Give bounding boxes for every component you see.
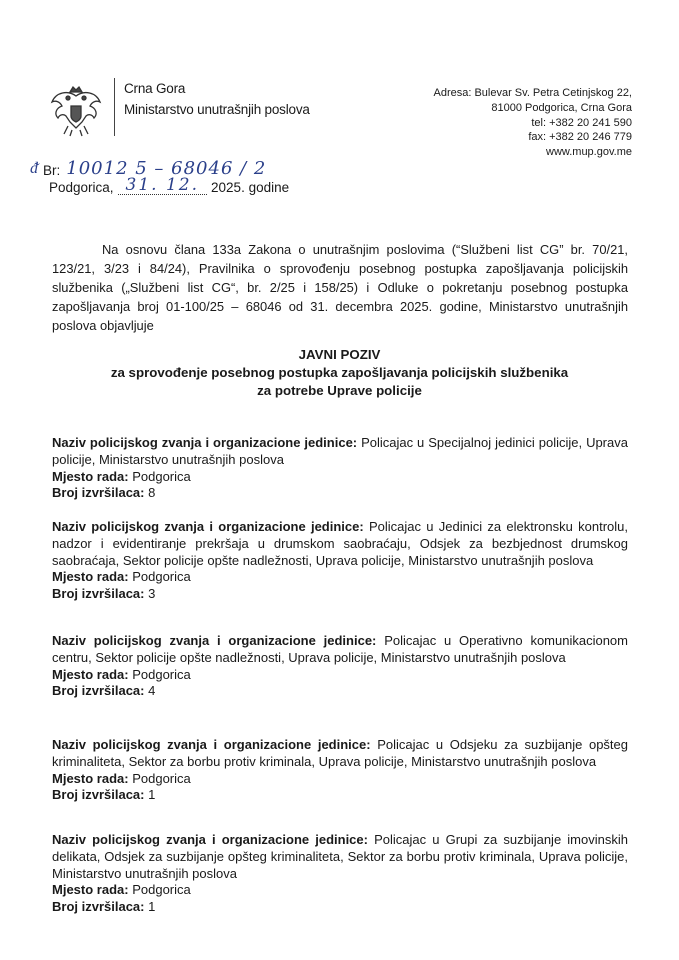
location-label: Mjesto rada: [52, 882, 129, 898]
country-name: Crna Gora [124, 81, 186, 96]
title-label: Naziv policijskog zvanja i organizacione jedinice: [52, 832, 368, 847]
location-label: Mjesto rada: [52, 666, 129, 682]
fax-line: fax: +382 20 246 779 [528, 131, 632, 144]
position-title [52, 519, 628, 569]
ministry-name: Ministarstvo unutrašnjih poslova [124, 102, 310, 117]
location-row [52, 771, 628, 788]
heading-subtitle: za sprovođenje posebnog postupka zapošljavanja policijskih službenika [110, 365, 569, 380]
count-row [52, 683, 628, 700]
position-entry [52, 519, 628, 603]
document-heading [0, 346, 679, 400]
count-row [52, 787, 628, 804]
position-entry [52, 737, 628, 804]
count-value: 3 [148, 586, 156, 602]
position-title [52, 737, 628, 771]
website-link[interactable]: www.mup.gov.me [546, 146, 632, 159]
coat-of-arms-icon [46, 82, 106, 140]
count-label: Broj izvršilaca: [52, 787, 145, 803]
position-entry [52, 633, 628, 700]
location-value: Podgorica [132, 770, 191, 786]
count-row [52, 485, 628, 502]
position-title-text: Policajac u Grupi za suzbijanje imovinskih delikata, Odsjek za suzbijanje opšteg kriminaliteta, Sektor za borbu protiv kriminala, Uprava policije, Ministarstvo unutrašnjih poslova [52, 832, 628, 881]
location-value: Podgorica [132, 882, 191, 898]
location-row [52, 469, 628, 486]
date-line [49, 177, 289, 195]
count-label: Broj izvršilaca: [52, 899, 145, 915]
location-value: Podgorica [132, 666, 191, 682]
count-row [52, 586, 628, 603]
location-row [52, 882, 628, 899]
count-label: Broj izvršilaca: [52, 586, 145, 602]
count-label: Broj izvršilaca: [52, 485, 145, 501]
position-title-text: Policajac u Jedinici za elektronsku kontrolu, nadzor i evidentiranje prekršaja u drumskom saobraćaju, Odsjek za bezbjednost drumskog saobraćaja, Sektor policije opšte nadležnosti, Uprava policije, Ministarstvo unutrašnjih poslova [52, 519, 628, 568]
position-entry [52, 435, 628, 502]
count-value: 1 [148, 899, 156, 915]
contact-block [433, 86, 632, 160]
title-label: Naziv policijskog zvanja i organizacione jedinice: [52, 737, 371, 752]
position-title-text: Policajac u Specijalnoj jedinici policije, Uprava policije, Ministarstvo unutrašnjih poslova [52, 435, 628, 467]
br-label: Br: [43, 163, 61, 178]
position-title-text: Policajac u Operativno komunikacionom centru, Sektor policije opšte nadležnosti, Uprava policije, Ministarstvo unutrašnjih poslova [52, 633, 628, 665]
position-title [52, 633, 628, 667]
position-title [52, 832, 628, 882]
location-value: Podgorica [132, 468, 191, 484]
heading-subtitle-2: za potrebe Uprave policije [257, 383, 422, 398]
location-label: Mjesto rada: [52, 468, 129, 484]
header-divider [114, 78, 115, 136]
location-row [52, 667, 628, 684]
address-line: Adresa: Bulevar Sv. Petra Cetinjskog 22, [433, 87, 632, 99]
count-value: 1 [148, 787, 156, 803]
location-row [52, 569, 628, 586]
count-value: 4 [148, 683, 156, 699]
position-title-text: Policajac u Odsjeku za suzbijanje opšteg kriminaliteta, Sektor za borbu protiv kriminala, Uprava policije, Ministarstvo unutrašnjih poslova [52, 737, 628, 769]
location-label: Mjesto rada: [52, 569, 129, 585]
title-label: Naziv policijskog zvanja i organizacione jedinice: [52, 633, 377, 648]
handwritten-date: 31. 12. [118, 177, 207, 195]
year-suffix: 2025. godine [211, 180, 290, 195]
position-entry [52, 832, 628, 916]
title-label: Naziv policijskog zvanja i organizacione jedinice: [52, 435, 358, 450]
phone-line: tel: +382 20 241 590 [531, 116, 632, 129]
handwritten-mark: ᵭ [30, 158, 38, 177]
handwritten-number: 10012 5 – 68046 / 2 [66, 158, 267, 179]
position-title [52, 435, 628, 469]
count-value: 8 [148, 485, 156, 501]
location-label: Mjesto rada: [52, 770, 129, 786]
city-label: Podgorica, [49, 180, 114, 195]
count-label: Broj izvršilaca: [52, 683, 145, 699]
heading-title: JAVNI POZIV [298, 347, 381, 362]
title-label: Naziv policijskog zvanja i organizacione jedinice: [52, 519, 364, 534]
city-line: 81000 Podgorica, Crna Gora [491, 101, 632, 114]
count-row [52, 899, 628, 916]
intro-paragraph: Na osnovu člana 133a Zakona o unutrašnjim poslovima (“Službeni list CG” br. 70/21, 123/21, 3/23 i 84/24), Pravilnika o sprovođenju posebnog postupka zapošljavanja policijskih službenika („Službeni list CG“, br. 2/25 i 158/25) i Odluke o pokretanju posebnog postupka zapošljavanja broj 01-100/25 – 68046 od 31. decembra 2025. godine, Ministarstvo unutrašnjih poslova objavljuje [52, 242, 628, 333]
location-value: Podgorica [132, 569, 191, 585]
